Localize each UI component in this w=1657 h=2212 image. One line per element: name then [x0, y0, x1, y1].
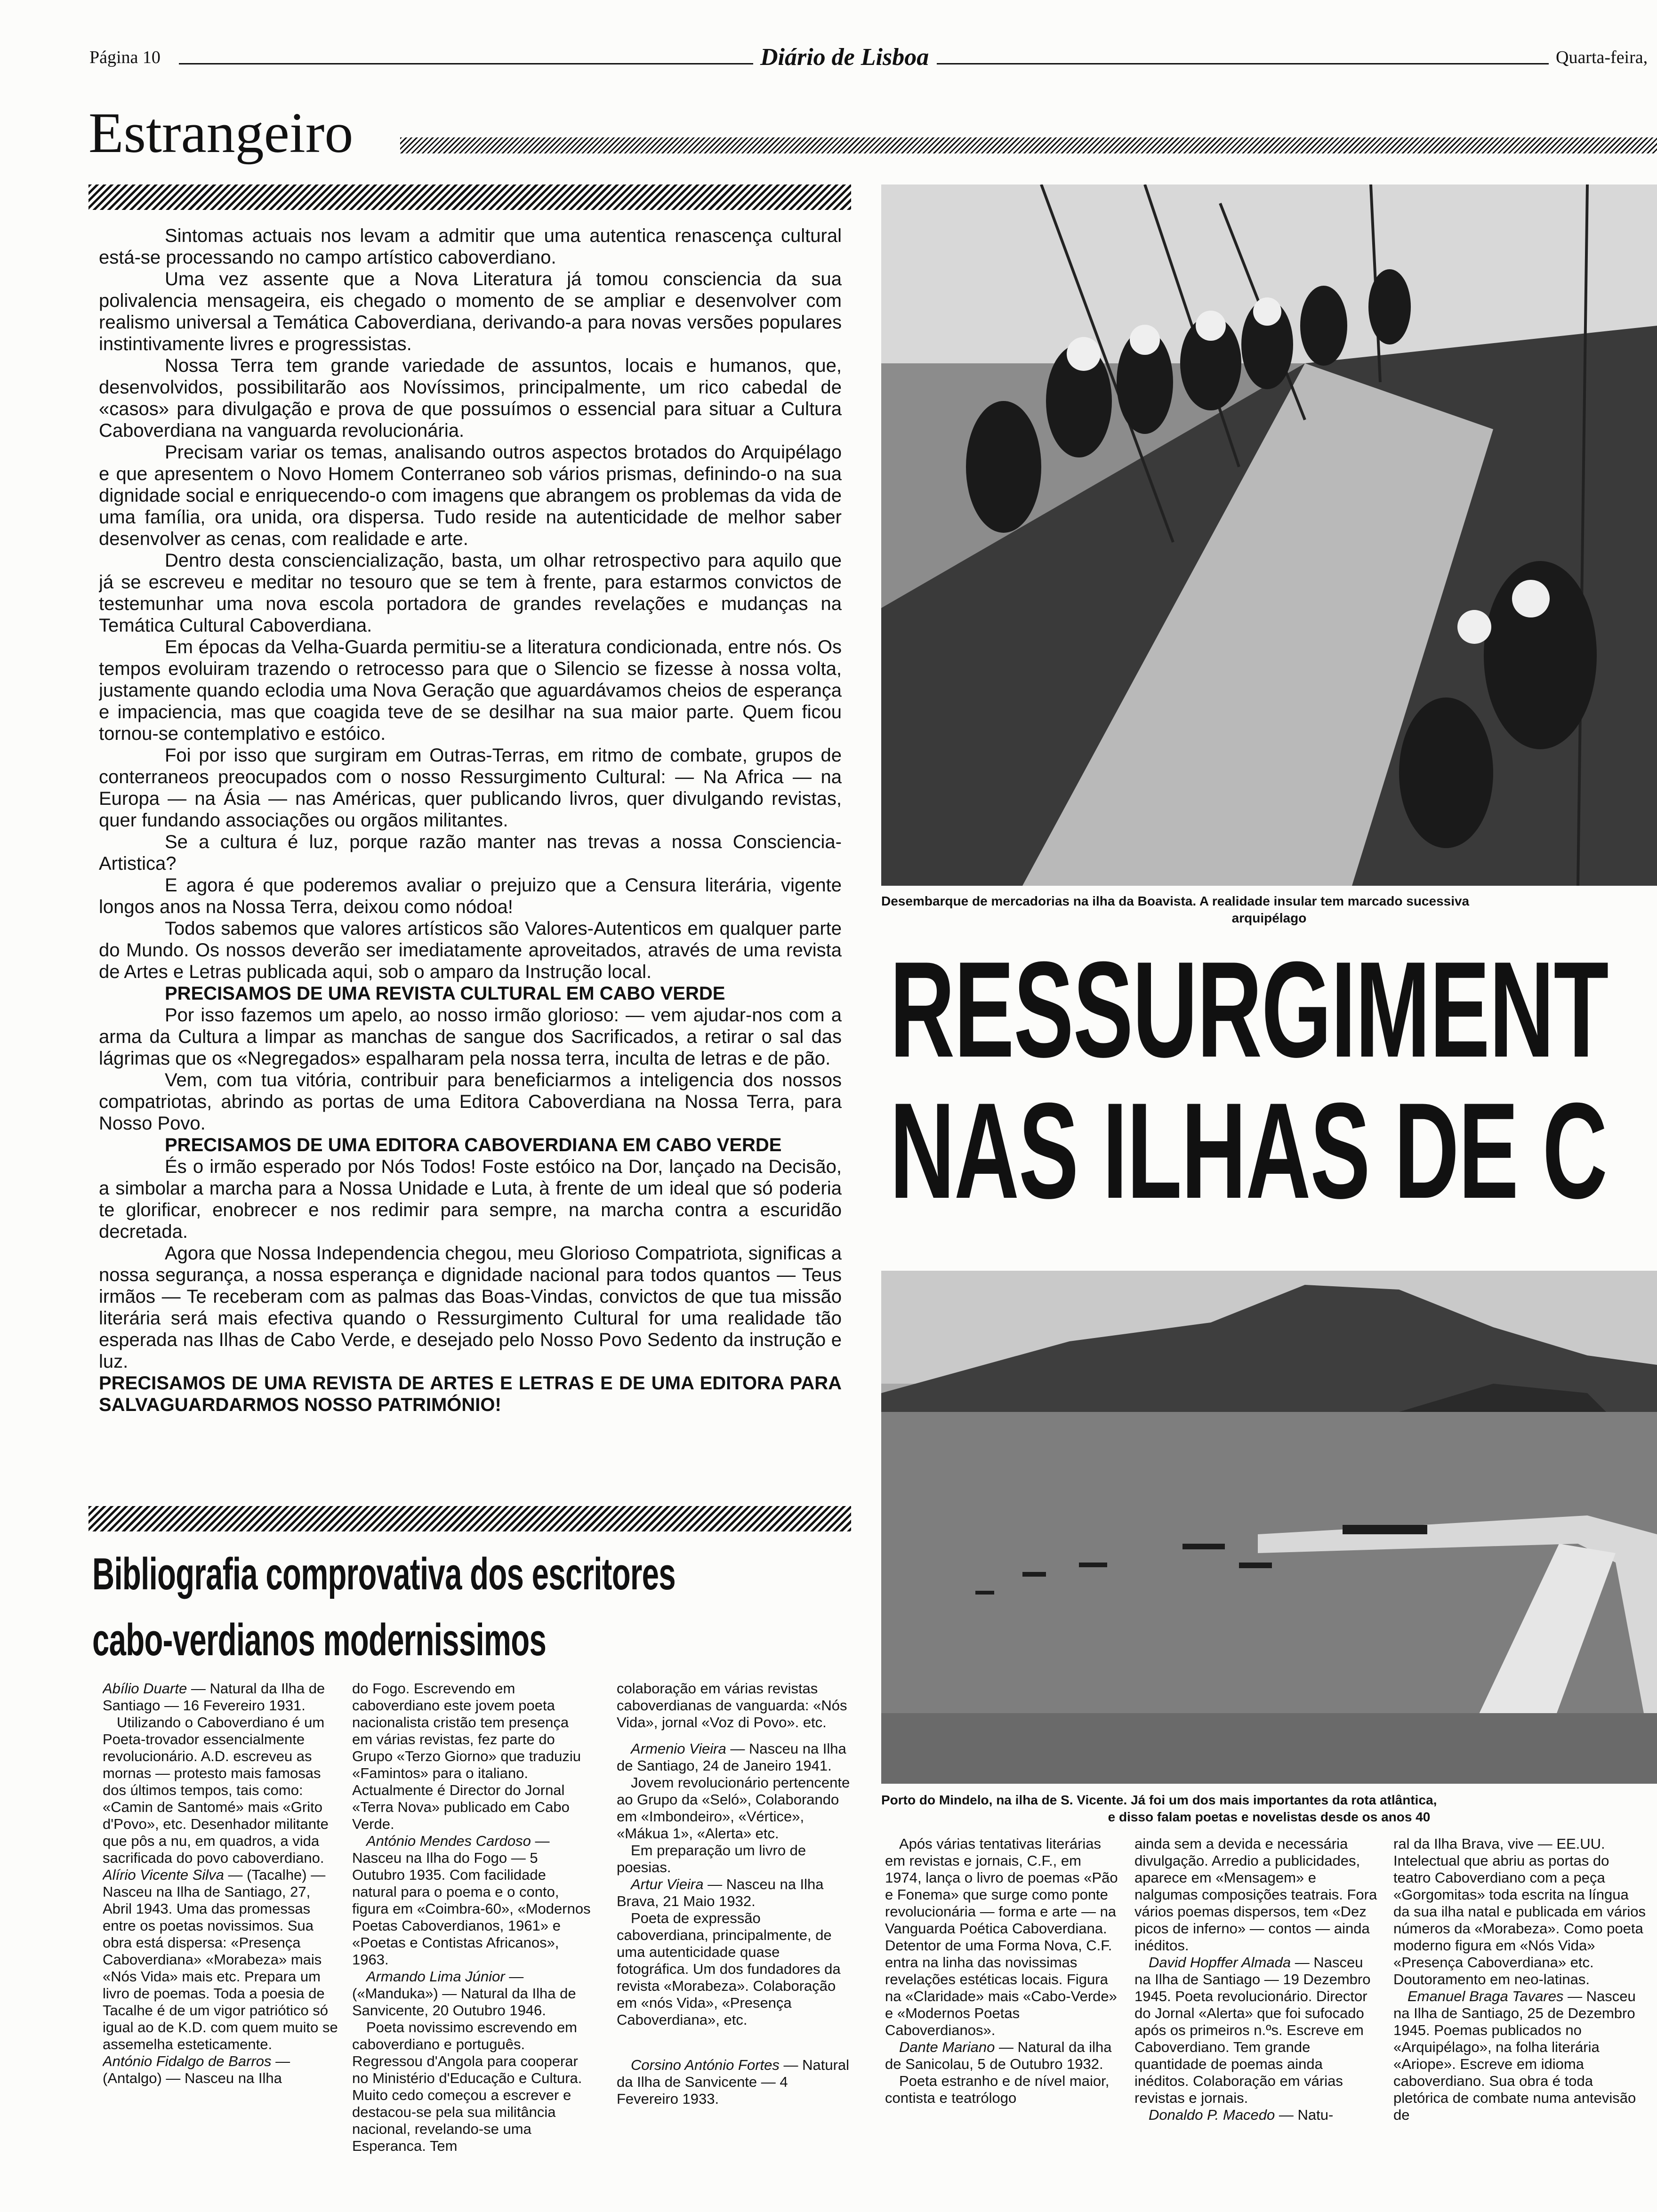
article-bottom-hatch: [88, 1506, 851, 1531]
bib-entry: Jovem revolucionário pertencente ao Grupo da «Seló», Colaborando em «Imbondeiro», «Vértice», «Mákua 1», «Alerta» etc.: [617, 1774, 850, 1842]
article-subhead: PRECISAMOS DE UMA REVISTA CULTURAL EM CABO VERDE: [165, 983, 725, 1004]
section-title: Estrangeiro: [88, 101, 354, 165]
newspaper-name: Diário de Lisboa: [760, 44, 929, 71]
bib-author: António Mendes Cardoso: [366, 1833, 531, 1849]
big-headline-line2: NAS ILHAS DE C: [890, 1074, 1607, 1227]
bib-entry: Poeta de expressão caboverdiana, principalmente, de uma autenticidade quase fotográfica. Um dos fundadores da revista «Morabeza». Colaboração em «nós Vida», «Presença Caboverdiana», etc.: [617, 1910, 841, 2028]
bib-entry: do Fogo. Escrevendo em caboverdiano este jovem poeta nacionalista cristão tem presença em várias revistas, fez parte do Grupo «Terzo Giorno» que traduziu «Famintos» para o italiano. Actualmente é Director do Jornal «Terra Nova» publicado em Cabo Verde.: [352, 1680, 581, 1832]
bibliography-title: [92, 1548, 855, 1671]
bib-entry: Corsino António Fortes — Natural da Ilha de Sanvicente — 4 Fevereiro 1933.: [617, 2057, 850, 2107]
bibliography-title-line2: cabo-verdianos modernissimos: [92, 1615, 547, 1665]
bib-entry: Utilizando o Caboverdiano é um Poeta-trovador essencialmente revolucionário. A.D. escreveu as mornas — protesto mais famosas dos últimos tempos, tais como: «Camin de Santomé» mais «Grito d'Povo», etc. Desenhador militante que pôs a nu, em quadros, a vida sacrificada do povo caboverdiano.: [103, 1714, 329, 1866]
bib-entry: Emanuel Braga Tavares — Nasceu na Ilha de Santiago, 25 de Dezembro 1945. Poemas publicados no «Arquipélago», na folha literária «Ariope». Escreve em idioma caboverdiano. Sua obra é toda pletórica de combate numa antevisão de: [1393, 1988, 1636, 2123]
bib-entry: António Mendes Cardoso — Nasceu na Ilha do Fogo — 5 Outubro 1935. Com facilidade natural para o poema e o conto, figura em «Coimbra-60», «Modernos Poetas Caboverdianos, 1961» e «Poetas e Contistas Africanos», 1963.: [352, 1833, 591, 1968]
article-paragraph: Uma vez assente que a Nova Literatura já tomou consciencia da sua polivalencia mensageira, eis chegado o momento de se ampliar e desenvolver com realismo universal a Temática Caboverdiana, derivando-a para novas versões populares instintivamente livres e progressistas.: [99, 269, 842, 354]
bib-entry: Poeta novissimo escrevendo em caboverdiano e português. Regressou d'Angola para cooperar no Ministério d'Educação e Cultura. Muito cedo começou a escrever e destacou-se pela sua militância nacional, revelando-se uma Esperanca. Tem: [352, 2019, 582, 2154]
photo-mindelo-caption-line2: e disso falam poetas e novelistas desde os anos 40: [1108, 1810, 1431, 1824]
bibliography-column-3: [617, 1680, 852, 2203]
bibliography-title-line1: Bibliografia comprovativa dos escritores: [92, 1549, 676, 1599]
article-paragraph: E agora é que poderemos avaliar o prejuizo que a Censura literária, vigente longos anos na Nossa Terra, deixou como nódoa!: [99, 875, 842, 917]
bib-author: Emanuel Braga Tavares: [1408, 1988, 1564, 2004]
bib-author: António Fidalgo de Barros: [103, 2053, 272, 2069]
article-paragraph: Agora que Nossa Independencia chegou, meu Glorioso Compatriota, significas a nossa segurança, a nossa esperança e dignidade nacional para todos quantos — Teus irmãos — Te receberam com as palmas das Boas-Vindas, convictos de que tua missão literária será mais efectiva quando o Ressurgimento Cultural for uma realidade tão esperada nas Ilhas de Cabo Verde, e desejado pelo Nosso Povo Sedento da instrução e luz.: [99, 1243, 842, 1372]
bib-author: Armando Lima Júnior: [366, 1968, 505, 1985]
bib-author: Artur Vieira: [631, 1876, 704, 1892]
header-rule-left: [179, 63, 753, 64]
bib-author: Donaldo P. Macedo: [1149, 2107, 1275, 2123]
bibliography-column-5: [1134, 1835, 1379, 2203]
big-headline-clip: [890, 946, 1657, 1228]
bib-entry: colaboração em várias revistas caboverdianas de vanguarda: «Nós Vida», jornal «Voz di Povo». etc.: [617, 1680, 847, 1731]
big-headline-line1: RESSURGIMENT: [890, 946, 1609, 1086]
photo-boavista-unloading: [881, 184, 1657, 886]
bib-author: Abílio Duarte: [103, 1680, 187, 1697]
bib-entry: Alírio Vicente Silva — (Tacalhe) — Nasceu na Ilha de Santiago, 27, Abril 1943. Uma das promessas entre os poetas novissimos. Sua obra está dispersa: «Presença Caboverdiana» «Morabeza» mais «Nós Vida» mais etc. Prepara um livro de poemas. Toda a poesia de Tacalhe é de um vigor patriótico só igual ao de K.D. com quem muito se assemelha esteticamente.: [103, 1867, 338, 2052]
article-paragraph: Por isso fazemos um apelo, ao nosso irmão glorioso: — vem ajudar-nos com a arma da Cultura a limpar as manchas de sangue dos Sacrificados, a retirar o sal das lágrimas que os «Negregados» espalharam pela nossa terra, inculta de letras e de pão.: [99, 1005, 842, 1069]
bib-entry: David Hopffer Almada — Nasceu na Ilha de Santiago — 19 Dezembro 1945. Poeta revolucionário. Director do Jornal «Alerta» que foi sufocado após os primeiros n.ºs. Escreve em Caboverdiano. Tem grande quantidade de poemas ainda inéditos. Colaboração em várias revistas e jornais.: [1134, 1954, 1371, 2106]
bib-entry: Poeta estranho e de nível maior, contista e teatrólogo: [885, 2073, 1110, 2106]
page-label: Página 10: [89, 48, 161, 67]
photo-mindelo-caption-line1: Porto do Mindelo, na ilha de S. Vicente. Já foi um dos mais importantes da rota atlântica,: [881, 1793, 1437, 1807]
bib-author: Corsino António Fortes: [631, 2057, 780, 2073]
bibliography-column-2: [352, 1680, 592, 2203]
bib-entry: António Fidalgo de Barros — (Antalgo) — Nasceu na Ilha: [103, 2053, 290, 2086]
article-paragraph: Nossa Terra tem grande variedade de assuntos, locais e humanos, que, desenvolvidos, possibilitarão aos Novíssimos, principalmente, um rico cabedal de «casos» para divulgação e prova de que possuímos o essencial para situar a Cultura Caboverdiana na vanguarda revolucionária.: [99, 355, 842, 441]
bib-author: Armenio Vieira: [631, 1740, 726, 1757]
section-title-hatch: [400, 137, 1657, 153]
weekday: Quarta-feira,: [1556, 48, 1648, 67]
bib-entry: Em preparação um livro de poesias.: [617, 1842, 806, 1875]
article-subhead: PRECISAMOS DE UMA EDITORA CABOVERDIANA EM CABO VERDE: [165, 1135, 782, 1155]
bib-author: Alírio Vicente Silva: [103, 1867, 224, 1883]
article-paragraph: Vem, com tua vitória, contribuir para beneficiarmos a inteligencia dos nossos compatriotas, abrindo as portas de uma Editora Caboverdiana na Nossa Terra, para Nosso Povo.: [99, 1070, 842, 1134]
article-paragraph: Precisam variar os temas, analisando outros aspectos brotados do Arquipélago e que apresentem o Novo Homem Conterraneo sob vários prismas, definindo-o na sua dignidade social e enriquecendo-o com imagens que abrangem os problemas da vida de uma família, ora unida, ora dispersa. Tudo reside na autenticidade de melhor saber desenvolver as cenas, com realidade e arte.: [99, 442, 842, 549]
bib-entry: Armenio Vieira — Nasceu na Ilha de Santiago, 24 de Janeiro 1941.: [617, 1740, 846, 1774]
article-paragraph: Todos sabemos que valores artísticos são Valores-Autenticos em qualquer parte do Mundo. Os nossos deverão ser imediatamente aproveitados, através de uma revista de Artes e Letras publicada aqui, sob o amparo da Instrução local.: [99, 918, 842, 982]
bib-entry: Armando Lima Júnior — («Manduka») — Natural da Ilha de Sanvicente, 20 Outubro 1946.: [352, 1968, 576, 2019]
bibliography-column-4: [885, 1835, 1120, 2203]
bib-entry: Donaldo P. Macedo — Natu-: [1149, 2107, 1334, 2123]
bib-entry: ainda sem a devida e necessária divulgação. Arredio a publicidades, aparece em «Mensagem» e nalgumas composições teatrais. Fora vários poemas dispersos, tem «Dez picos de inferno» — contos — ainda inéditos.: [1134, 1835, 1377, 1954]
header-rule-right: [937, 63, 1549, 64]
article-paragraph: Foi por isso que surgiram em Outras-Terras, em ritmo de combate, grupos de conterraneos preocupados com o nosso Ressurgimento Cultural: — Na Africa — na Europa — na Ásia — nas Américas, quer publicando livros, quer divulgando revistas, quer fundando associações ou orgãos militantes.: [99, 745, 842, 831]
article-closing: PRECISAMOS DE UMA REVISTA DE ARTES E LETRAS E DE UMA EDITORA PARA SALVAGUARDARMOS NOSSO PATRIMÓNIO!: [99, 1373, 842, 1415]
bib-entry: Após várias tentativas literárias em revistas e jornais, C.F., em 1974, lança o livro de poemas «Pão e Fonema» que surge como ponte revolucionária — forma e arte — na Vanguarda Poética Caboverdiana. Detentor de uma Forma Nova, C.F. entra na linha das novissimas revelações estéticas locais. Figura na «Claridade» mais «Cabo-Verde» e «Modernos Poetas Caboverdianos».: [885, 1835, 1118, 2038]
bib-author: Dante Mariano: [899, 2039, 995, 2055]
article-body: [99, 225, 842, 1486]
photo-boavista-caption-line1: Desembarque de mercadorias na ilha da Boavista. A realidade insular tem marcado sucessiva: [881, 894, 1470, 908]
article-top-hatch: [88, 184, 851, 210]
bibliography-column-6: [1393, 1835, 1648, 2203]
photo-boavista-caption-line2: arquipélago: [1231, 911, 1307, 925]
article-paragraph: Dentro desta consciencialização, basta, um olhar retrospectivo para aquilo que já se escreveu e meditar no tesouro que se tem à frente, para estarmos convictos de testemunhar uma nova escola portadora de grandes revelações e mudanças na Temática Cultural Caboverdiana.: [99, 550, 842, 636]
article-paragraph: És o irmão esperado por Nós Todos! Foste estóico na Dor, lançado na Decisão, a simbolar a marcha para a Nossa Unidade e Luta, à frente de um ideal que só poderia te glorificar, enobrecer e nos redimir para sempre, na marcha contra a escuridão decretada.: [99, 1156, 842, 1242]
article-paragraph: Se a cultura é luz, porque razão manter nas trevas a nossa Consciencia-Artistica?: [99, 832, 842, 874]
article-paragraph: Em épocas da Velha-Guarda permitiu-se a literatura condicionada, entre nós. Os tempos evoluiram trazendo o retrocesso para que o Silencio se fizesse à nossa volta, justamente quando eclodia uma Nova Geração que aguardávamos cheios de esperança e impaciencia, mas que coagida teve de se desilhar na sua maior parte. Quem ficou tornou-se contemplativo e estóico.: [99, 637, 842, 744]
bib-entry: Dante Mariano — Natural da ilha de Sanicolau, 5 de Outubro 1932.: [885, 2039, 1112, 2072]
bibliography-column-1: [103, 1680, 338, 2203]
bib-entry: ral da Ilha Brava, vive — EE.UU. Intelectual que abriu as portas do teatro Caboverdiano com a peça «Gorgomitas» toda escrita na língua da sua ilha natal e publicada em vários números da «Morabeza». Como poeta moderno figura em «Nós Vida» «Presença Caboverdiana» etc. Doutoramento em neo-latinas.: [1393, 1835, 1646, 1988]
bib-author: David Hopffer Almada: [1149, 1954, 1291, 1971]
bib-entry: Artur Vieira — Nasceu na Ilha Brava, 21 Maio 1932.: [617, 1876, 824, 1909]
photo-mindelo-port: [881, 1271, 1657, 1784]
article-paragraph: Sintomas actuais nos levam a admitir que uma autentica renascença cultural está-se processando no campo artístico caboverdiano.: [99, 225, 842, 268]
bib-entry: Abílio Duarte — Natural da Ilha de Santiago — 16 Fevereiro 1931.: [103, 1680, 325, 1714]
